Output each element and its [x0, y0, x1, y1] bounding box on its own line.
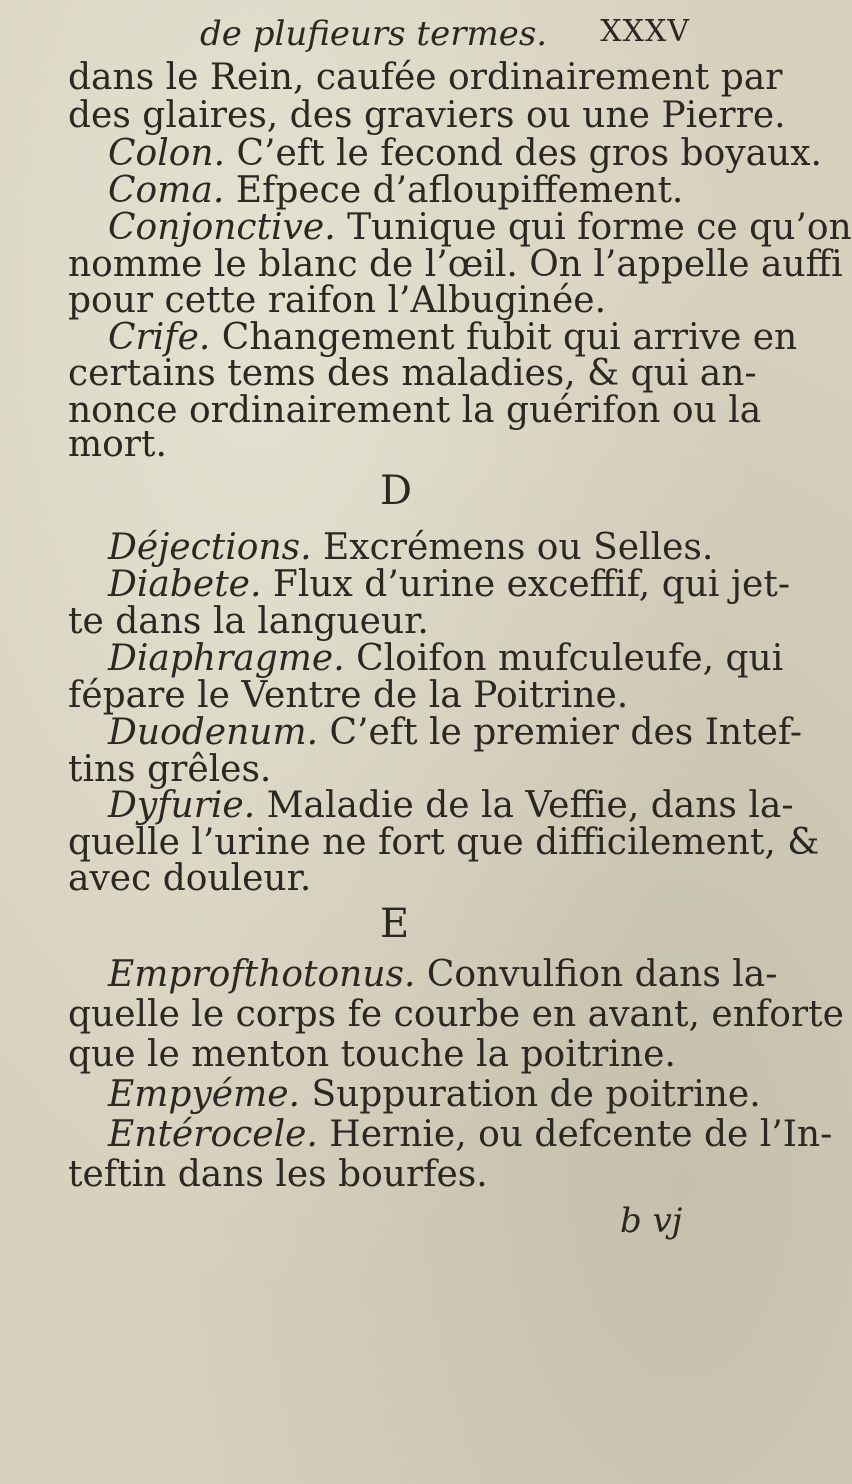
section-letter-d: D: [380, 468, 413, 515]
text-line: nonce ordinairement la guérifon ou la: [68, 389, 762, 431]
entry-term: Entérocele.: [108, 1113, 318, 1155]
text-line: [68, 993, 844, 1035]
text-line: tins grêles.: [68, 749, 272, 791]
entry-term: Empyéme.: [108, 1073, 300, 1115]
entry-text: que le menton touche la poitrine.: [68, 1033, 676, 1075]
glossary-entry-duodenum: Duodenum. C’eft le premier des Intef-: [108, 712, 803, 754]
page-number: XXXV: [600, 14, 690, 49]
entry-term: Emprofthotonus.: [108, 953, 416, 995]
text-line: dans le Rein, caufée ordinairement par: [68, 57, 783, 98]
entry-text: teftin dans les bourfes.: [68, 1153, 488, 1195]
text-line: te dans la langueur.: [68, 601, 429, 642]
glossary-entry-coma: Coma. Efpece d’afloupiffement.: [108, 169, 684, 211]
text-line: [68, 1153, 488, 1195]
text-line: fépare le Ventre de la Poitrine.: [68, 675, 629, 717]
text-line: des glaires, des graviers ou une Pierre.: [68, 95, 786, 137]
text-line: quelle l’urine ne fort que difficilement, &: [68, 822, 820, 864]
entry-text: Hernie, ou defcente de l’In-: [317, 1113, 833, 1155]
glossary-entry-enterocele: [108, 1113, 833, 1155]
entry-text: quelle le corps fe courbe en avant, enforte: [68, 993, 844, 1035]
glossary-entry-diabete: Diabete. Flux d’urine exceffif, qui jet-: [108, 563, 790, 605]
text-line: avec douleur.: [68, 858, 312, 900]
glossary-entry-colon: Colon. C’eft le fecond des gros boyaux.: [108, 132, 822, 174]
text-line: pour cette raifon l’Albuginée.: [68, 279, 607, 321]
glossary-entry-crife: Crife. Changement fubit qui arrive en: [108, 316, 798, 358]
section-letter-e: E: [380, 900, 410, 947]
page-header: [200, 14, 690, 54]
text-line: [68, 1033, 676, 1075]
glossary-entry-diaphragme: Diaphragme. Cloifon mufculeufe, qui: [108, 638, 784, 680]
glossary-entry-emprofthotonus: [108, 953, 778, 995]
glossary-entry-empyeme: [108, 1073, 761, 1115]
text-line: certains tems des maladies, & qui an-: [68, 352, 757, 394]
glossary-entry-dejections: Déjections. Excrémens ou Selles.: [108, 526, 714, 568]
signature-mark: b vj: [620, 1200, 683, 1241]
glossary-entry-dyfurie: Dyfurie. Maladie de la Veffie, dans la-: [108, 785, 794, 827]
text-line: mort.: [68, 424, 167, 466]
running-title: de plufieurs termes.: [200, 14, 548, 54]
glossary-entry-conjonctive: Conjonctive. Tunique qui forme ce qu’on: [108, 206, 852, 248]
entry-text: Suppuration de poitrine.: [300, 1073, 761, 1115]
text-line: nomme le blanc de l’œil. On l’appelle auffi: [68, 243, 843, 285]
entry-text: Convulfion dans la-: [415, 953, 778, 995]
